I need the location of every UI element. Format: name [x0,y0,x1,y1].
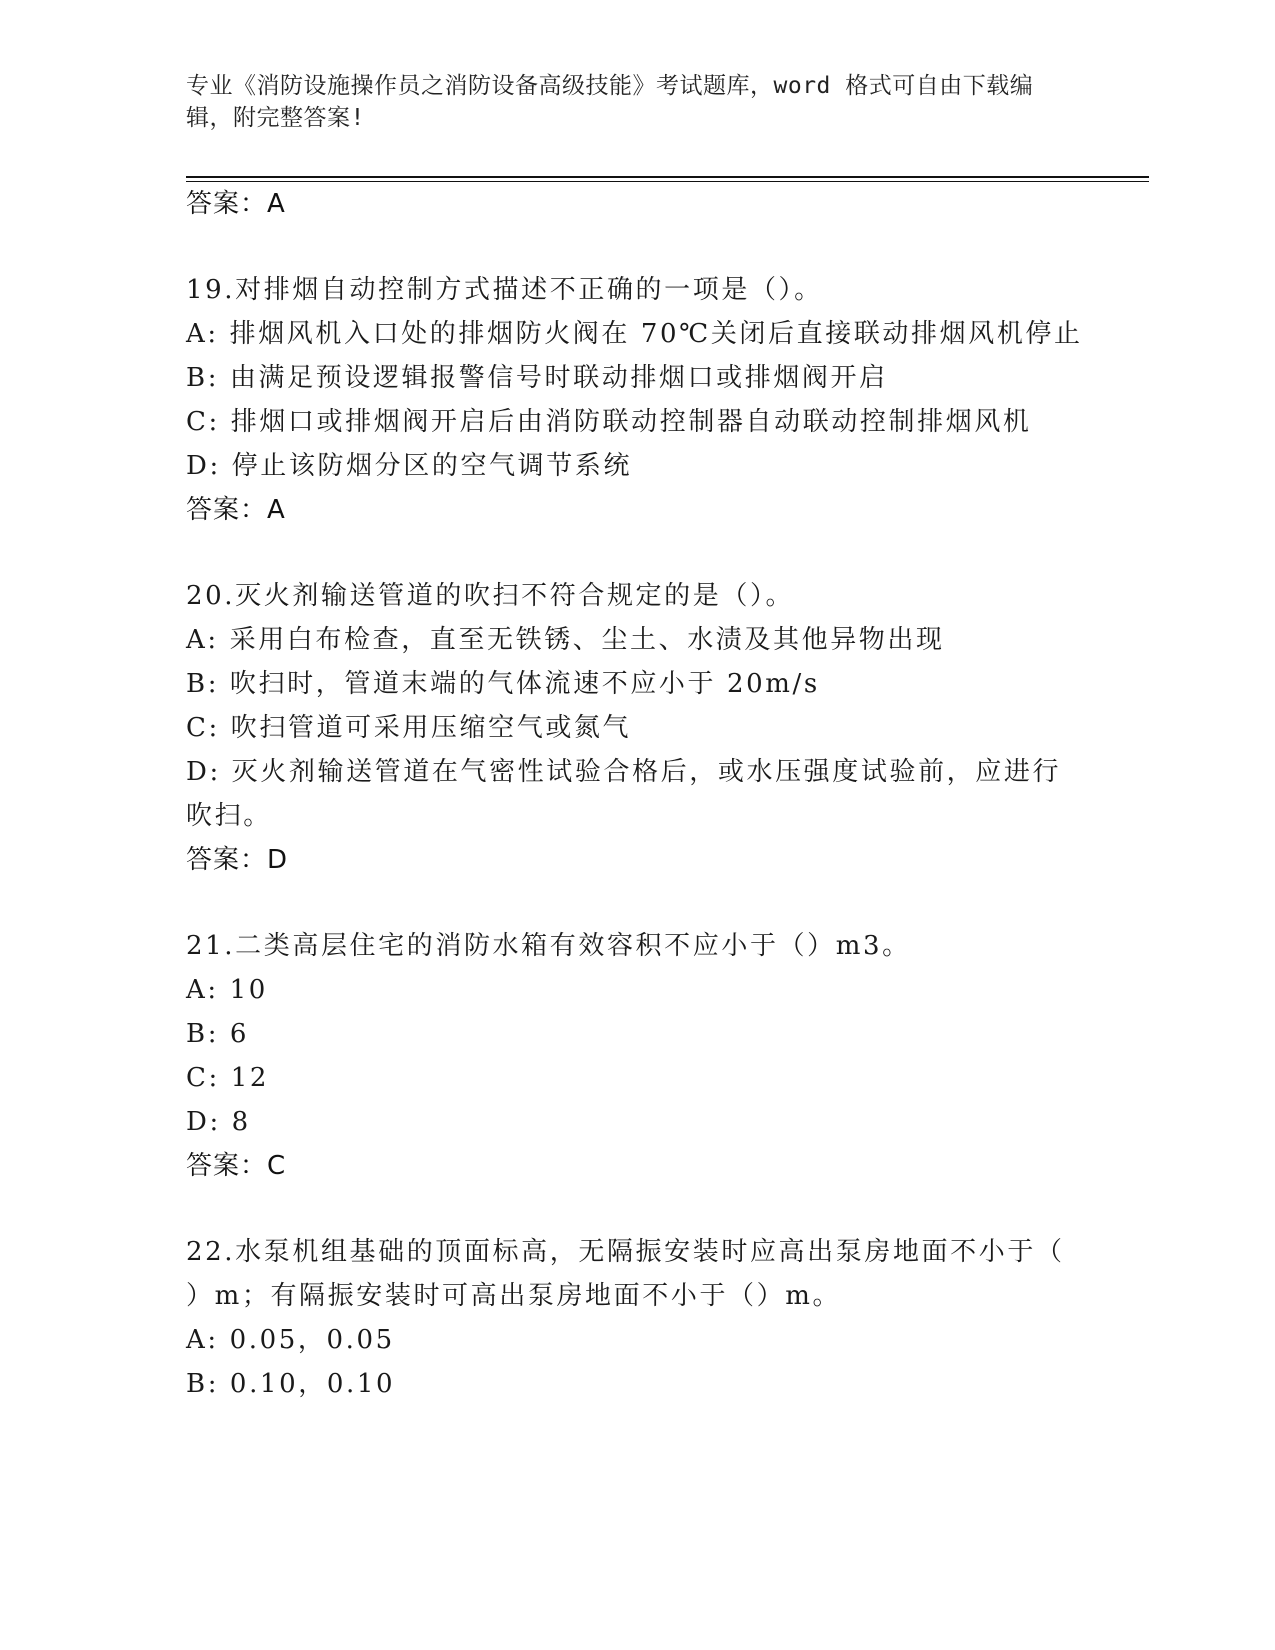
option-b: B: 吹扫时，管道末端的气体流速不应小于 20m/s [186,669,820,699]
answer-line: 答案：C [186,1151,287,1181]
header-line-1: 专业《消防设施操作员之消防设备高级技能》考试题库，word 格式可自由下载编 [186,73,1034,99]
option-c: C: 排烟口或排烟阀开启后由消防联动控制器自动联动控制排烟风机 [186,407,1032,437]
option-d: D: 灭火剂输送管道在气密性试验合格后，或水压强度试验前，应进行 [186,757,1062,787]
option-b: B: 6 [186,1019,250,1049]
question-stem: 19.对排烟自动控制方式描述不正确的一项是（）。 [186,275,823,305]
option-c: C: 吹扫管道可采用压缩空气或氮气 [186,713,632,743]
option-a: A: 10 [186,975,268,1005]
answer-line: 答案：A [186,189,286,219]
option-a: A: 采用白布检查，直至无铁锈、尘土、水渍及其他异物出现 [186,625,945,655]
answer-line: 答案：A [186,495,286,525]
question-stem: 21.二类高层住宅的消防水箱有效容积不应小于（）m3。 [186,931,911,961]
option-c: C: 12 [186,1063,270,1093]
question-stem: 22.水泵机组基础的顶面标高，无隔振安装时应高出泵房地面不小于（ [186,1237,1065,1267]
option-d: D: 8 [186,1107,251,1137]
option-a: A: 0.05，0.05 [186,1325,395,1355]
question-stem-continued: ）m；有隔振安装时可高出泵房地面不小于（）m。 [186,1281,842,1311]
option-d: D: 停止该防烟分区的空气调节系统 [186,451,633,481]
header-text [186,70,1066,134]
header-rule-thin [186,181,1149,182]
answer-line: 答案：D [186,845,289,875]
option-b: B: 由满足预设逻辑报警信号时联动排烟口或排烟阀开启 [186,363,888,393]
question-stem: 20.灭火剂输送管道的吹扫不符合规定的是（）。 [186,581,795,611]
option-b: B: 0.10，0.10 [186,1369,396,1399]
header-rule-thick [186,176,1149,178]
header-line-2: 辑，附完整答案! [186,105,365,131]
option-d-continued: 吹扫。 [186,801,272,831]
option-a: A: 排烟风机入口处的排烟防火阀在 70℃关闭后直接联动排烟风机停止 [186,319,1083,349]
